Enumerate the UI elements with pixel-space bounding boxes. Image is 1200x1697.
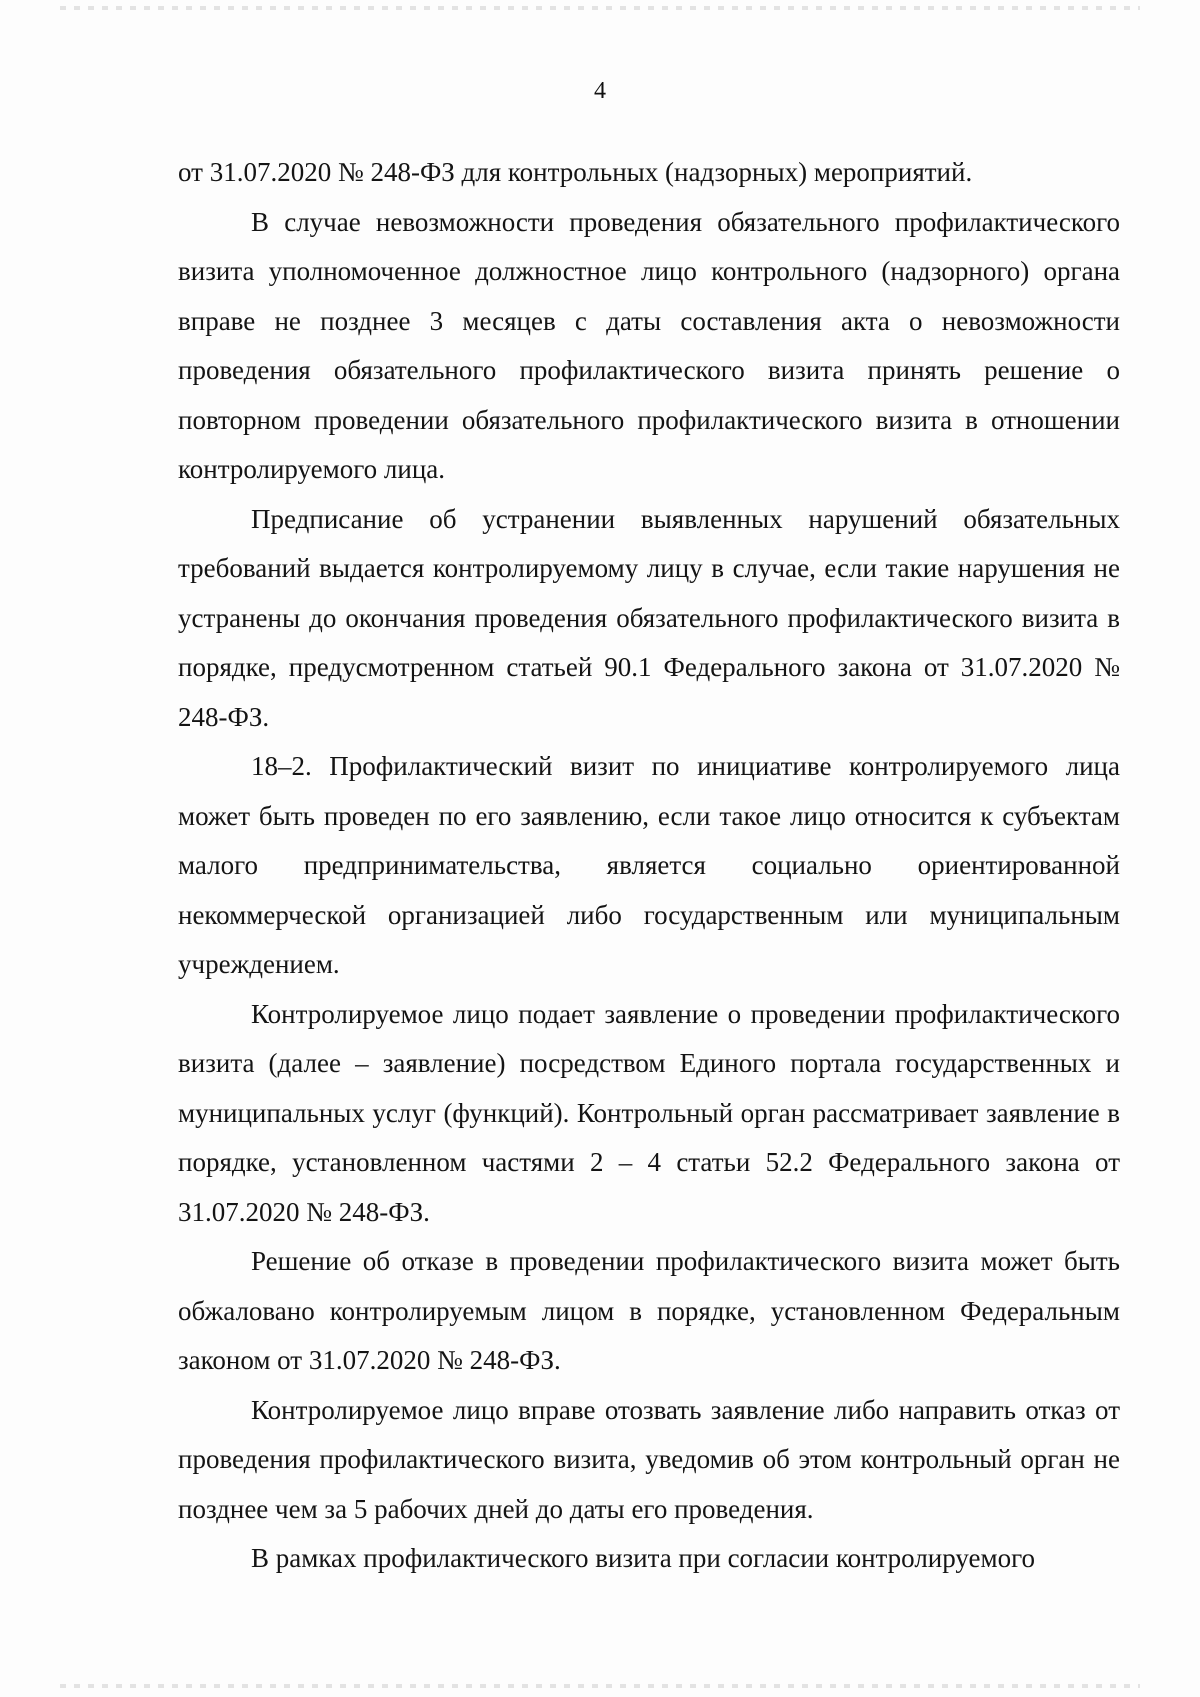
body-text xyxy=(178,148,1120,1584)
page-number: 4 xyxy=(594,78,606,104)
paragraph-withdrawal: Контролируемое лицо вправе отозвать заявление либо направить отказ от проведения профилактического визита, уведомив об этом контрольный орган не позднее чем за 5 рабочих дней до даты его проведения. xyxy=(178,1394,1120,1524)
paragraph-prescription: Предписание об устранении выявленных нарушений обязательных требований выдается контролируемому лицу в случае, если такие нарушения не устранены до окончания проведения обязательного профилактического визита в порядке, предусмотренном статьей 90.1 Федерального закона от 31.07.2020 № 248-ФЗ. xyxy=(178,503,1120,732)
paragraph-repeat-visit: В случае невозможности проведения обязательного профилактического визита уполномоченное должностное лицо контрольного (надзорного) органа вправе не позднее 3 месяцев с даты составления акта о невозможности проведения обязательного профилактического визита принять решение о повторном проведении обязательного профилактического визита в отношении контролируемого лица. xyxy=(178,206,1120,484)
paragraph-continuation: от 31.07.2020 № 248-ФЗ для контрольных (надзорных) мероприятий. xyxy=(178,157,973,187)
paragraph-application: Контролируемое лицо подает заявление о проведении профилактического визита (далее – заявление) посредством Единого портала государственных и муниципальных услуг (функций). Контрольный орган рассматривает заявление в порядке, установленном частями 2 – 4 статьи 52.2 Федерального закона от 31.07.2020 № 248-ФЗ. xyxy=(178,998,1120,1227)
scan-edge-artifact-bottom xyxy=(60,1684,1140,1688)
scan-edge-artifact-top xyxy=(60,6,1140,10)
paragraph-within-visit: В рамках профилактического визита при согласии контролируемого xyxy=(251,1543,1036,1573)
paragraph-18-2: 18–2. Профилактический визит по инициативе контролируемого лица может быть проведен по его заявлению, если такое лицо относится к субъектам малого предпринимательства, является социально ориентированной некоммерческой организацией либо государственным или муниципальным учреждением. xyxy=(178,751,1120,979)
paragraph-refusal-appeal: Решение об отказе в проведении профилактического визита может быть обжаловано контролируемым лицом в порядке, установленном Федеральным законом от 31.07.2020 № 248-ФЗ. xyxy=(178,1246,1120,1375)
